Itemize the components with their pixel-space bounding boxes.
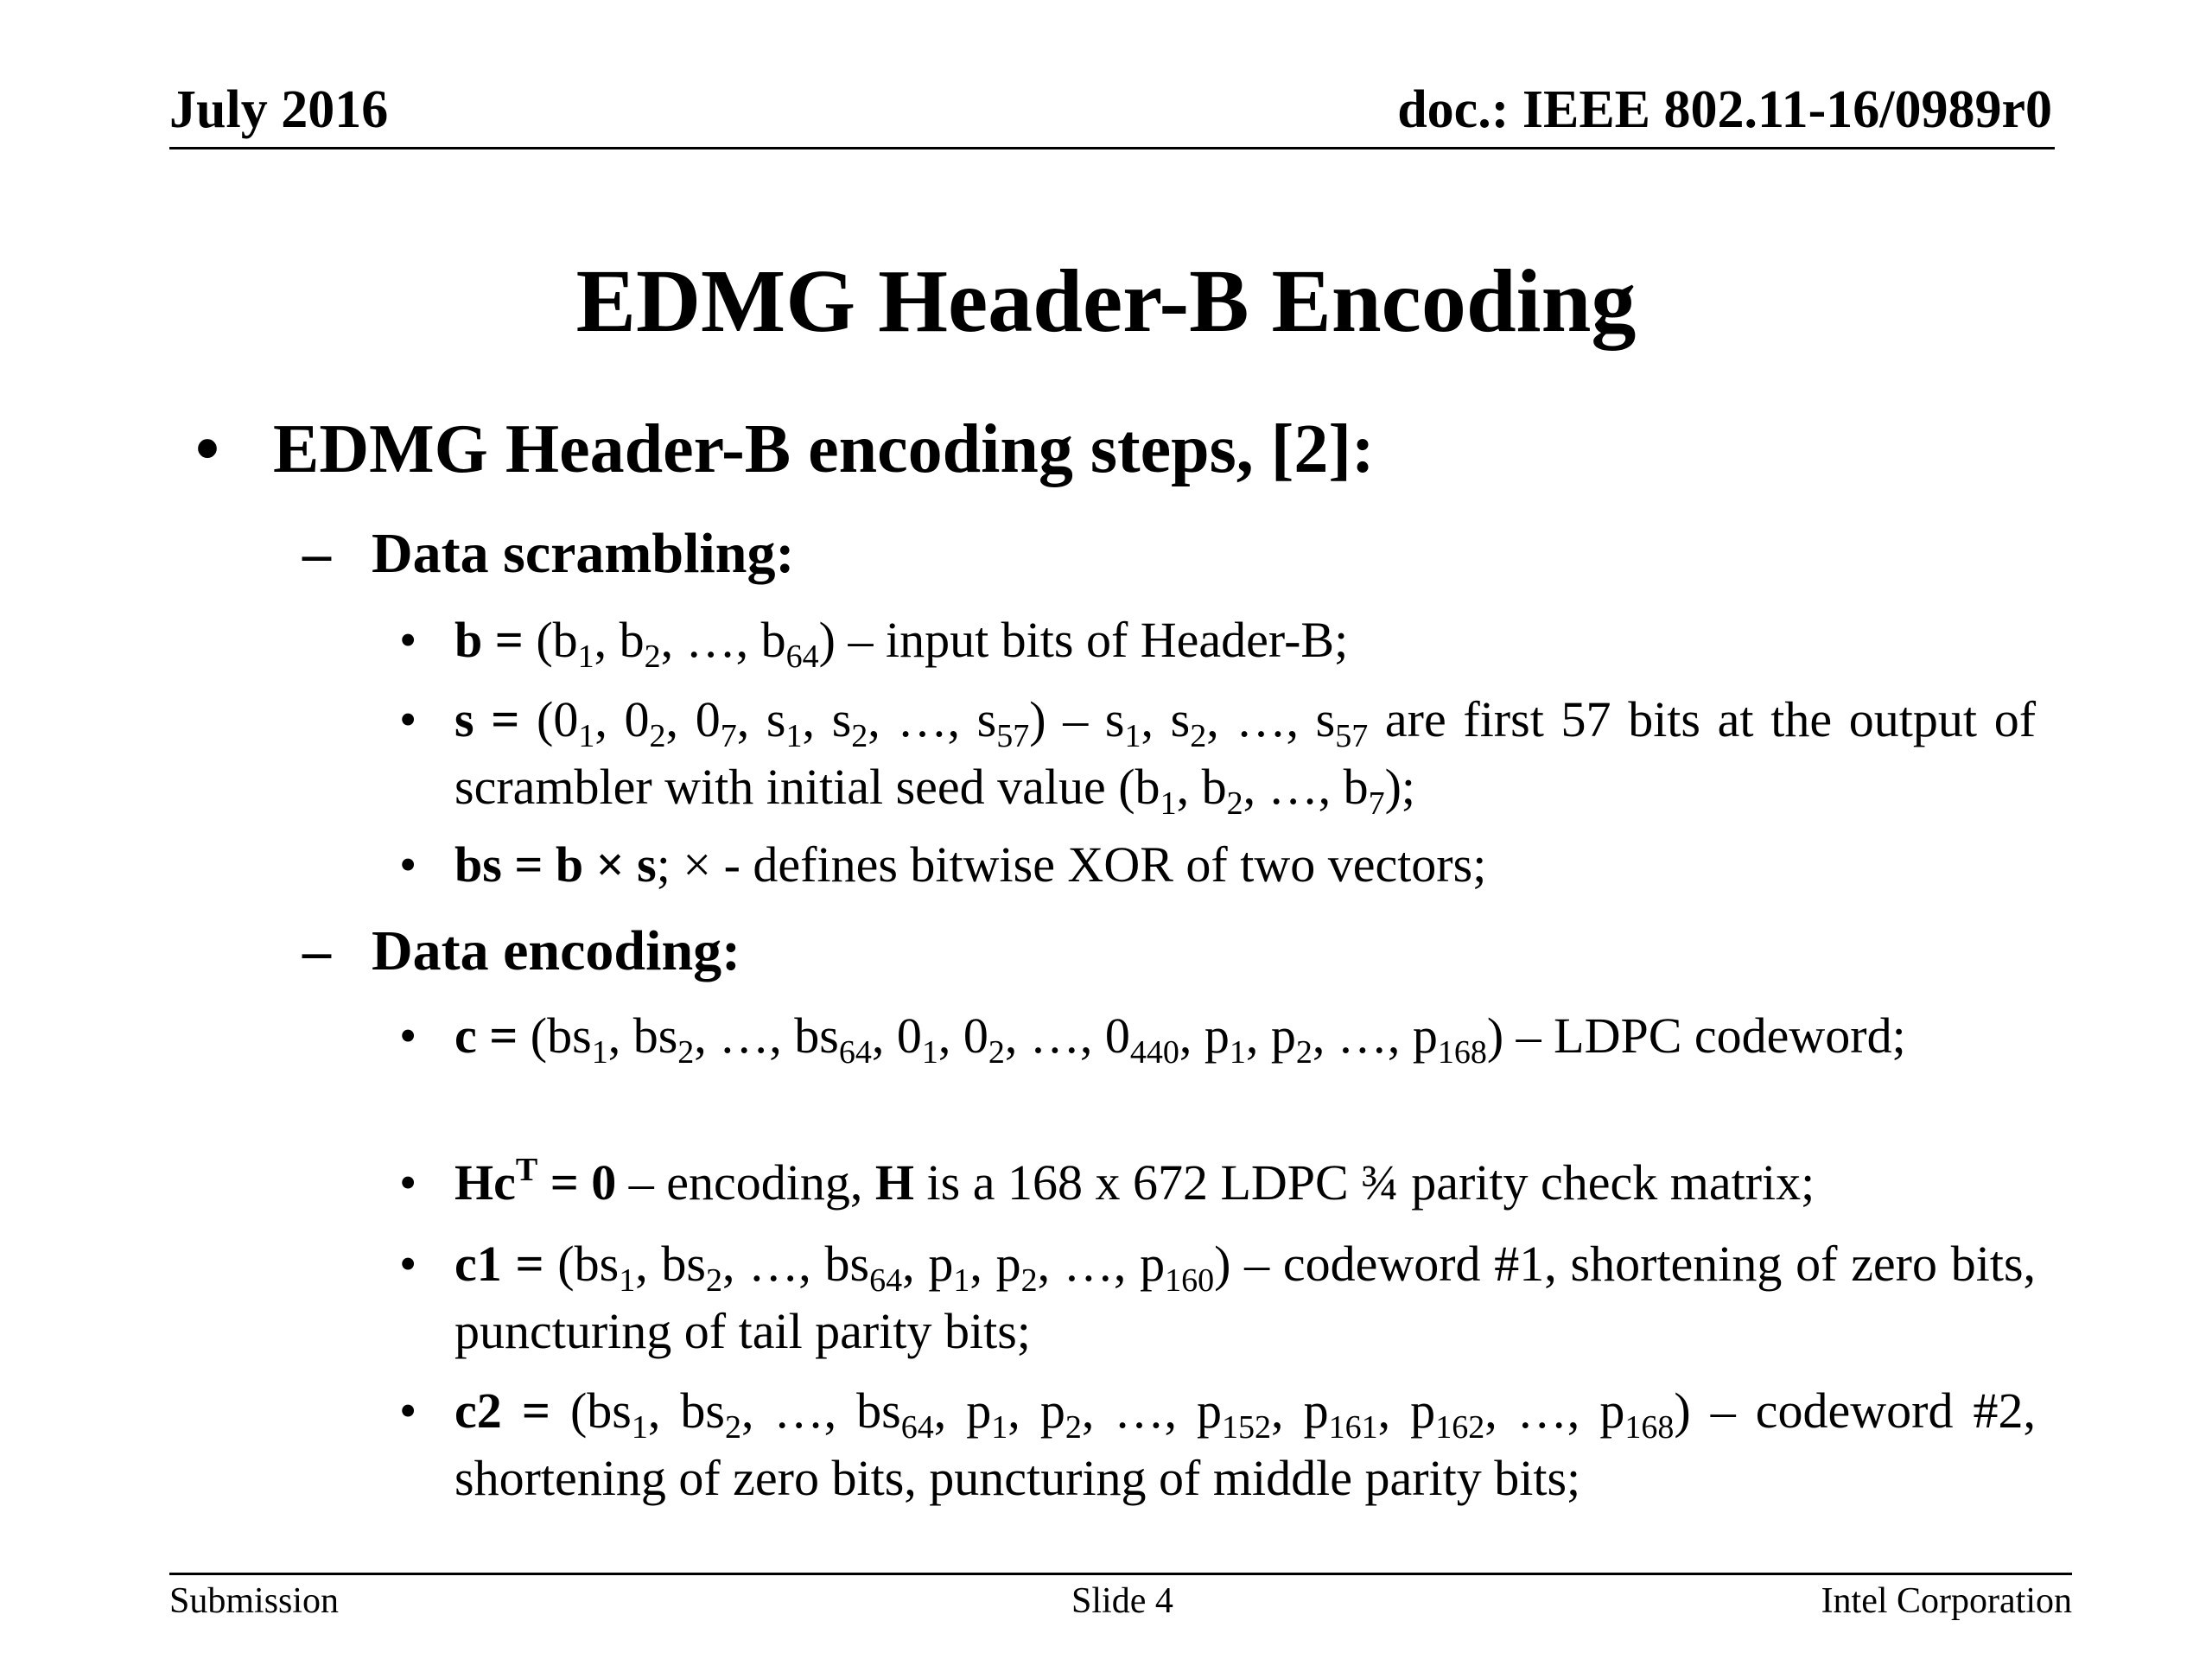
header-doc-id: doc.: IEEE 802.11-16/0989r0: [1397, 80, 2052, 139]
bullet-dot: •: [399, 612, 417, 668]
slide-title: EDMG Header-B Encoding: [575, 251, 1637, 351]
item-text: $Hc^T = 0$ – encoding, H is a 168 x 672 LDPC ¾ parity check matrix;: [454, 1152, 1815, 1211]
bullet-dot: •: [399, 1007, 417, 1064]
item-text: $b = (b_1$, $b_2$, …, $b_{64}$) – input bits of Header-B;: [454, 612, 1349, 675]
bullet-dot: •: [399, 1154, 417, 1211]
item-text: $c2 = (bs_1$, $bs_2$, …, $bs_{64}$, $p_1$, $p_2$, …, $p_{152}$, $p_{161}$, $p_{162}$, …, $p_{168}$) – codeword #2, shortening of zero bits, puncturing of middle parity bits;: [454, 1382, 2037, 1506]
dash-mark: –: [302, 919, 331, 982]
section-heading-text: Data encoding:: [372, 919, 741, 982]
bullet-dot: •: [195, 411, 220, 487]
item-text: $c = (bs_1$, $bs_2$, …, $bs_{64}$, $0_1$, $0_2$, …, $0_{440}$, $p_1$, $p_2$, …, $p_{168}$) – LDPC codeword;: [454, 1007, 1906, 1071]
footer-rule: [169, 1573, 2072, 1575]
dash-mark: –: [302, 522, 331, 585]
item-text: $c1 = (bs_1$, $bs_2$, …, $bs_{64}$, $p_1$, $p_2$, …, $p_{160}$) – codeword #1, shortening of zero bits, puncturing of tail parity bits;: [454, 1236, 2037, 1359]
footer-submission: Submission: [169, 1581, 340, 1621]
section-heading-text: Data scrambling:: [372, 522, 795, 585]
header-date: July 2016: [169, 80, 389, 139]
bullet-dot: •: [399, 1382, 417, 1439]
item-text: bs = b × s; × - defines bitwise XOR of two vectors;: [454, 836, 1487, 893]
item-text: $s = (0_1$, $0_2$, $0_7$, $s_1$, $s_2$, …, $s_{57}) - s_1$, $s_2$, …, $s_{57}$ are first 57 bits at the output of scrambler with initial seed value ($b_1$, $b_2$, …, $b_7$);: [454, 691, 2037, 822]
bullet-dot: •: [399, 1236, 417, 1292]
bullet-dot: •: [399, 836, 417, 893]
footer-slide-number: Slide 4: [1071, 1581, 1173, 1621]
main-bullet-text: EDMG Header-B encoding steps, [2]:: [273, 411, 1375, 487]
bullet-dot: •: [399, 691, 417, 747]
footer-company: Intel Corporation: [1821, 1581, 2072, 1621]
